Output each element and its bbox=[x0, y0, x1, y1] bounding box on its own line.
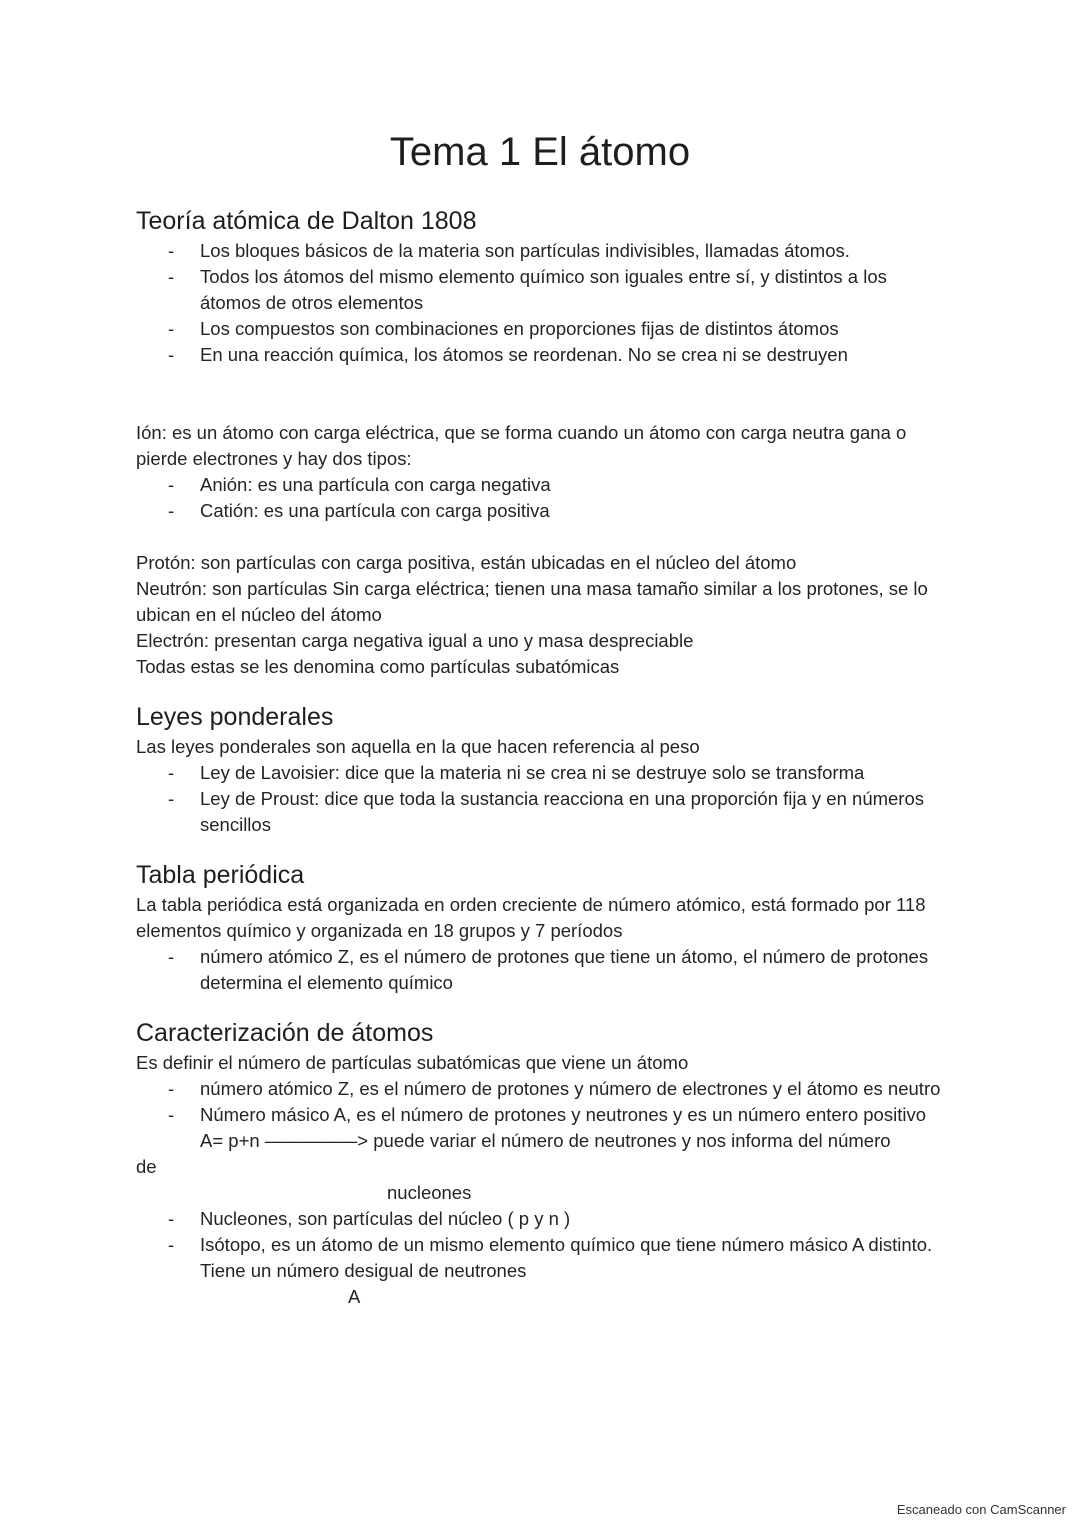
section-leyes bbox=[136, 700, 946, 838]
list-item: - Los bloques básicos de la materia son partículas indivisibles, llamadas átomos. bbox=[200, 238, 946, 264]
scanner-watermark: Escaneado con CamScanner bbox=[896, 1502, 1066, 1517]
section-particles bbox=[136, 550, 946, 680]
leyes-list bbox=[136, 760, 946, 838]
neutron-definition: Neutrón: son partículas Sin carga eléctrica; tienen una masa tamaño similar a los protones, se lo ubican en el núcleo del átomo bbox=[136, 578, 928, 625]
ion-list bbox=[136, 472, 946, 524]
list-item: - Nucleones, son partículas del núcleo ( p y n ) bbox=[200, 1206, 946, 1232]
leyes-intro: Las leyes ponderales son aquella en la que hacen referencia al peso bbox=[136, 736, 700, 757]
list-item: - Isótopo, es un átomo de un mismo elemento químico que tiene número másico A distinto. Tiene un número desigual de neutrones bbox=[200, 1232, 946, 1284]
list-item: - número atómico Z, es el número de protones y número de electrones y el átomo es neutro bbox=[200, 1076, 946, 1102]
caracterizacion-list-a bbox=[136, 1076, 946, 1128]
electron-definition: Electrón: presentan carga negativa igual a uno y masa despreciable bbox=[136, 630, 694, 651]
document-body bbox=[136, 204, 946, 1310]
section-heading-caracterizacion: Caracterización de átomos bbox=[136, 1019, 434, 1047]
section-heading-leyes: Leyes ponderales bbox=[136, 703, 334, 731]
list-item: - número atómico Z, es el número de protones que tiene un átomo, el número de protones determina el elemento químico bbox=[200, 944, 946, 996]
formula-line: A= p+n —————> puede variar el número de neutrones y nos informa del número bbox=[200, 1130, 891, 1151]
section-heading-dalton: Teoría atómica de Dalton 1808 bbox=[136, 207, 477, 235]
section-heading-tabla: Tabla periódica bbox=[136, 861, 305, 889]
list-item: - En una reacción química, los átomos se reordenan. No se crea ni se destruyen bbox=[200, 342, 946, 368]
caracterizacion-intro: Es definir el número de partículas subatómicas que viene un átomo bbox=[136, 1052, 689, 1073]
proton-definition: Protón: son partículas con carga positiva, están ubicadas en el núcleo del átomo bbox=[136, 552, 797, 573]
list-item: - Todos los átomos del mismo elemento químico son iguales entre sí, y distintos a los átomos de otros elementos bbox=[200, 264, 946, 316]
list-item: - Ley de Proust: dice que toda la sustancia reacciona en una proporción fija y en números sencillos bbox=[200, 786, 946, 838]
section-tabla bbox=[136, 858, 946, 996]
ion-definition: Ión: es un átomo con carga eléctrica, que se forma cuando un átomo con carga neutra gana o pierde electrones y hay dos tipos: bbox=[136, 422, 907, 469]
section-caracterizacion bbox=[136, 1016, 946, 1310]
list-item: - Número másico A, es el número de protones y neutrones y es un número entero positivo bbox=[200, 1102, 946, 1128]
dalton-list bbox=[136, 238, 946, 368]
page-title: Tema 1 El átomo bbox=[389, 130, 691, 174]
list-item: - Ley de Lavoisier: dice que la materia ni se crea ni se destruye solo se transforma bbox=[200, 760, 946, 786]
list-item: - Anión: es una partícula con carga negativa bbox=[200, 472, 946, 498]
caracterizacion-list-b bbox=[136, 1206, 946, 1284]
tabla-intro: La tabla periódica está organizada en orden creciente de número atómico, está formado por 118 elementos químico y organizada en 18 grupos y 7 períodos bbox=[136, 894, 926, 941]
formula-nucleones: nucleones bbox=[387, 1182, 472, 1203]
tabla-list bbox=[136, 944, 946, 996]
section-dalton bbox=[136, 204, 946, 368]
trailing-a-letter: A bbox=[348, 1286, 361, 1307]
list-item: - Los compuestos son combinaciones en proporciones fijas de distintos átomos bbox=[200, 316, 946, 342]
section-ion bbox=[136, 420, 946, 524]
list-item: - Catión: es una partícula con carga positiva bbox=[200, 498, 946, 524]
formula-continuation: de bbox=[136, 1156, 157, 1177]
particles-summary: Todas estas se les denomina como partículas subatómicas bbox=[136, 656, 620, 677]
